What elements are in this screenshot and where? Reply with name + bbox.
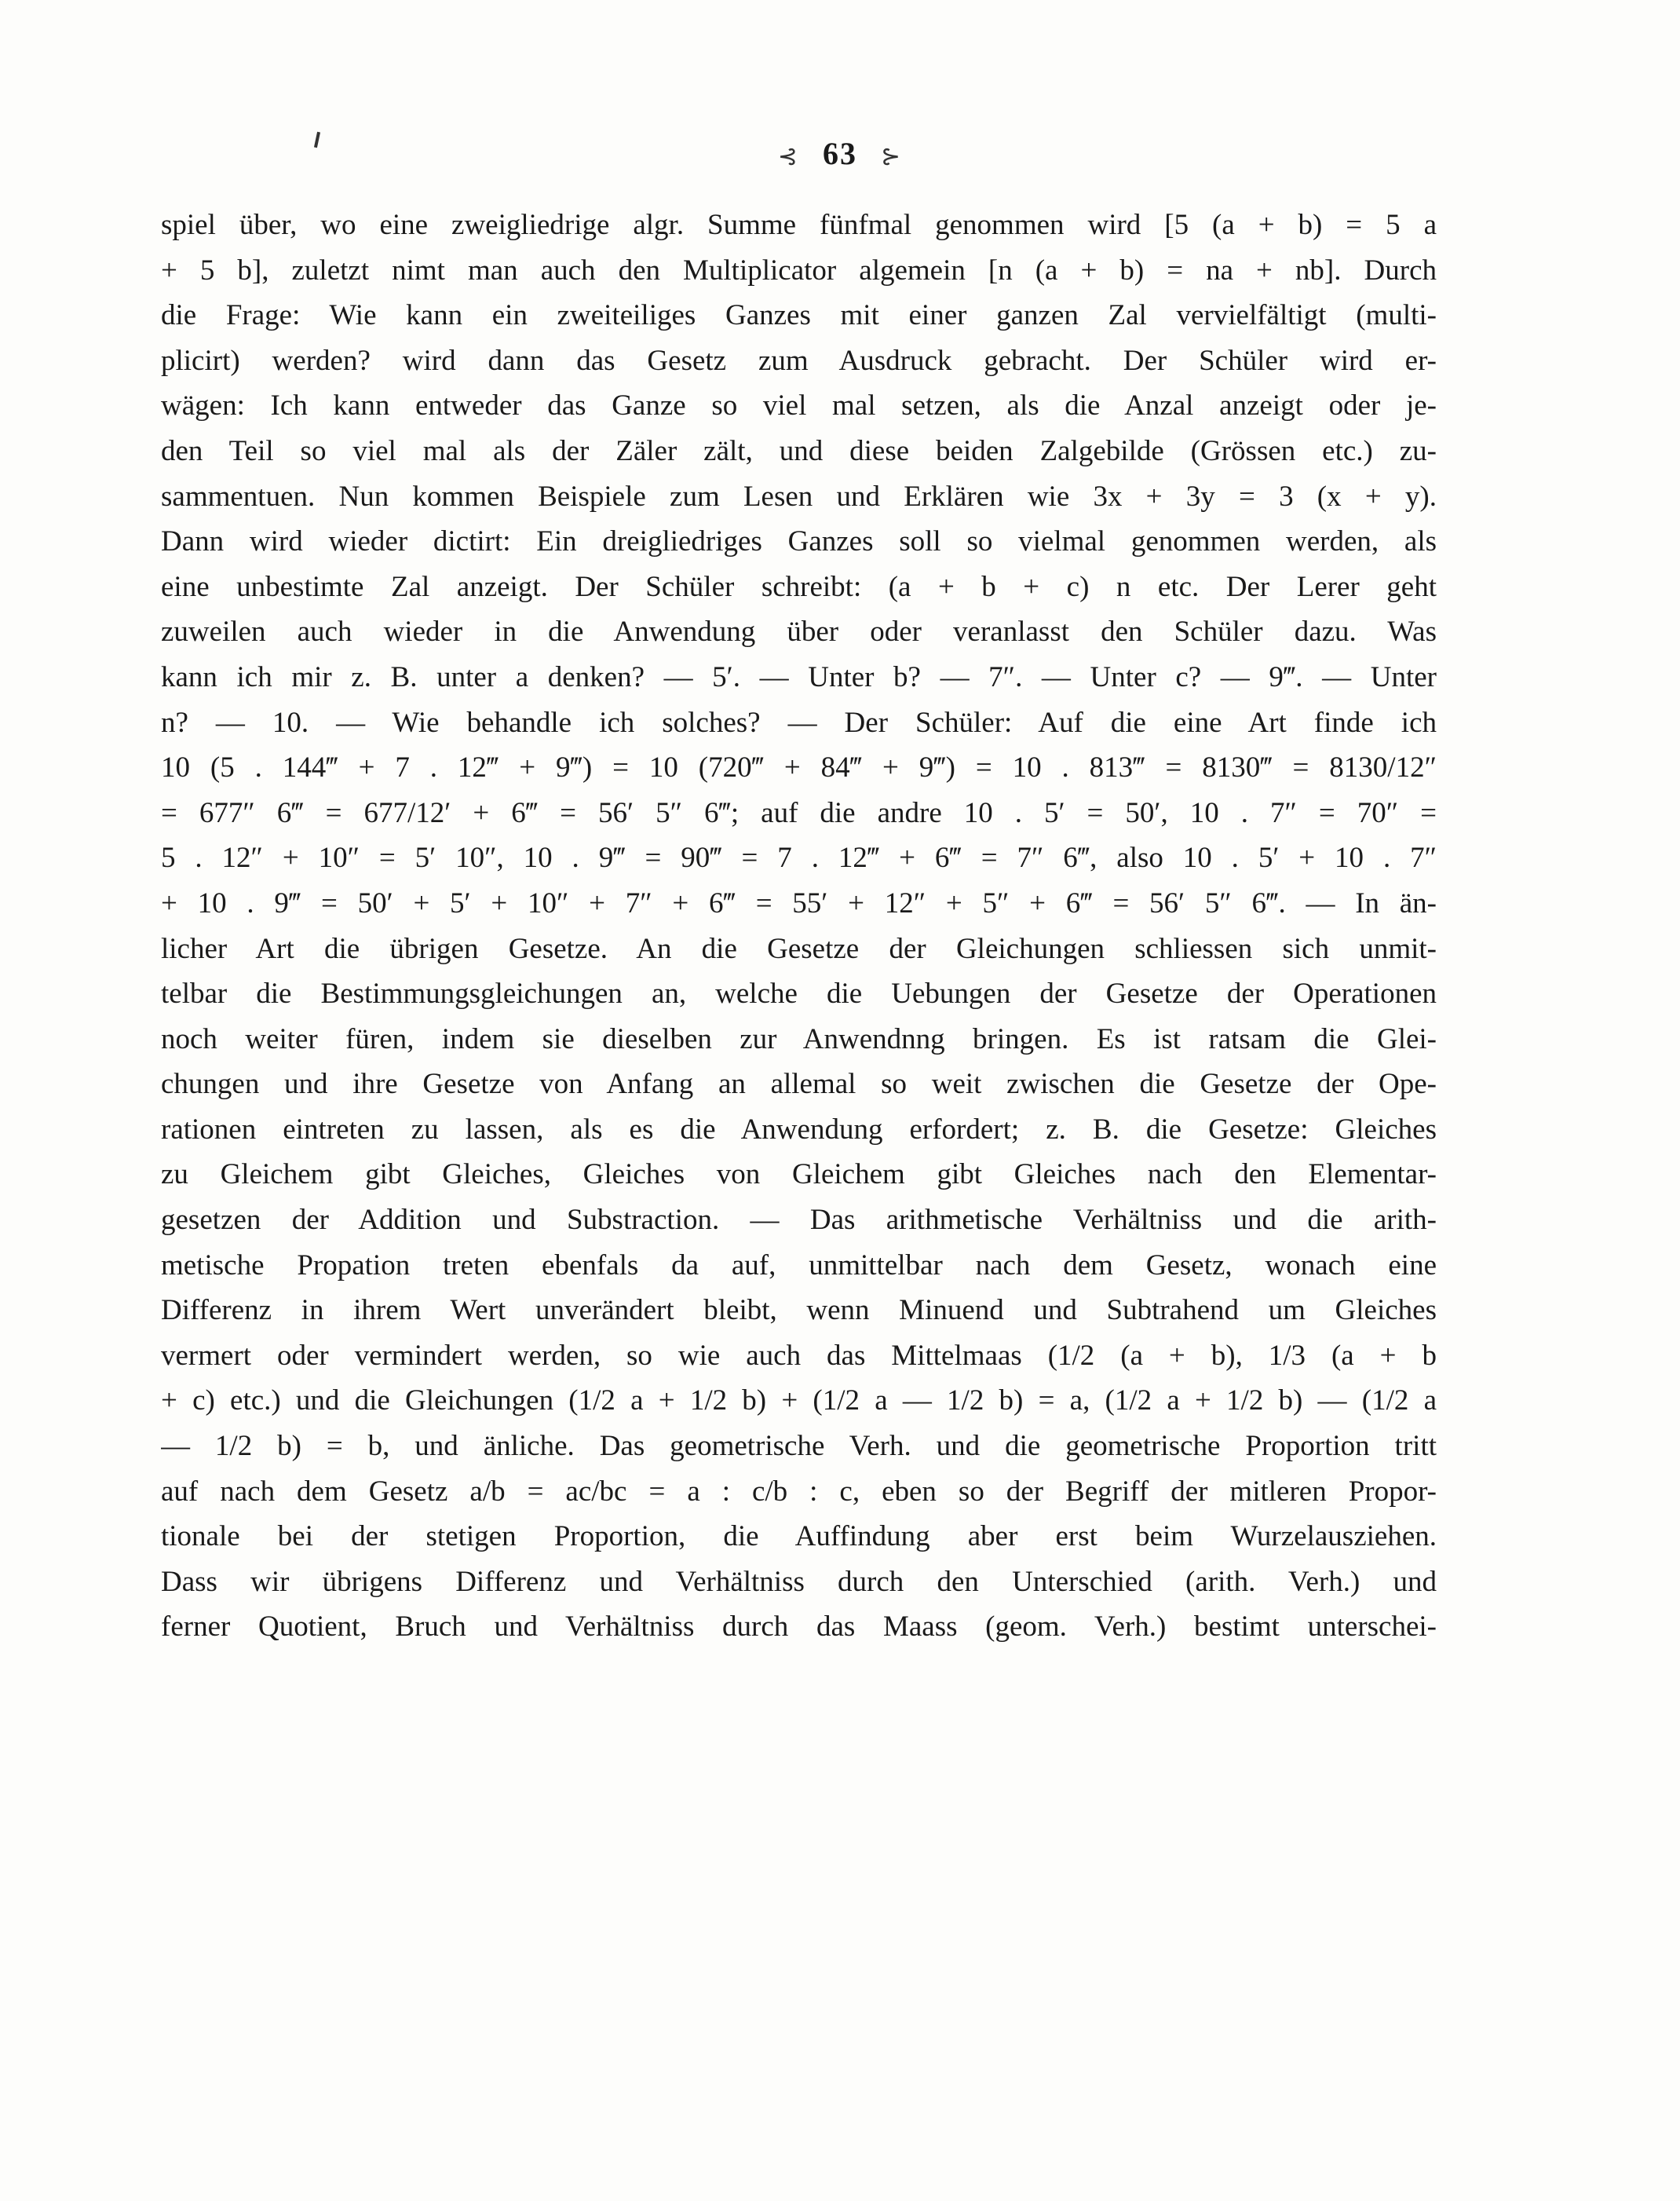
- text-line: Dass wir übrigens Differenz und Verhältniss durch den Unterschied (arith. Verh.) und: [161, 1565, 1437, 1598]
- text-line: + 5 b], zuletzt nimt man auch den Multiplicator algemein [n (a + b) = na + nb]. Durch: [161, 254, 1437, 287]
- text-line: chungen und ihre Gesetze von Anfang an allemal so weit zwischen die Gesetze der Ope-: [161, 1068, 1437, 1101]
- page-header: [0, 135, 1680, 172]
- text-line: wägen: Ich kann entweder das Ganze so viel mal setzen, als die Anzal anzeigt oder je-: [161, 389, 1437, 422]
- page-number: 63: [823, 136, 857, 171]
- text-line: + c) etc.) und die Gleichungen (1/2 a + 1/2 b) + (1/2 a — 1/2 b) = a, (1/2 a + 1/2 b) — (1/2 a: [161, 1384, 1437, 1417]
- text-line: Dann wird wieder dictirt: Ein dreigliedriges Ganzes soll so vielmal genommen werden, als: [161, 525, 1437, 558]
- text-line: spiel über, wo eine zweigliedrige algr. Summe fünfmal genommen wird [5 (a + b) = 5 a: [161, 209, 1437, 241]
- text-line: tionale bei der stetigen Proportion, die Auffindung aber erst beim Wurzelausziehen.: [161, 1520, 1437, 1553]
- ornament-right-icon: ⊱: [881, 144, 903, 170]
- text-line: — 1/2 b) = b, und änliche. Das geometrische Verh. und die geometrische Proportion tritt: [161, 1430, 1437, 1463]
- text-line: plicirt) werden? wird dann das Gesetz zum Ausdruck gebracht. Der Schüler wird er-: [161, 344, 1437, 377]
- text-line: metische Propation treten ebenfals da auf, unmittelbar nach dem Gesetz, wonach eine: [161, 1249, 1437, 1281]
- text-line: zu Gleichem gibt Gleiches, Gleiches von Gleichem gibt Gleiches nach den Elementar-: [161, 1158, 1437, 1191]
- text-line: sammentuen. Nun kommen Beispiele zum Lesen und Erklären wie 3x + 3y = 3 (x + y).: [161, 480, 1437, 513]
- text-line: telbar die Bestimmungsgleichungen an, welche die Uebungen der Gesetze der Operationen: [161, 978, 1437, 1011]
- text-line: 5 . 12″ + 10″ = 5′ 10″, 10 . 9‴ = 90‴ = 7 . 12‴ + 6‴ = 7″ 6‴, also 10 . 5′ + 10 . 7″: [161, 842, 1437, 875]
- text-line: ferner Quotient, Bruch und Verhältniss durch das Maass (geom. Verh.) bestimt unterschei-: [161, 1611, 1437, 1643]
- text-line: + 10 . 9‴ = 50′ + 5′ + 10″ + 7″ + 6‴ = 55′ + 12″ + 5″ + 6‴ = 56′ 5″ 6‴. — In än-: [161, 887, 1437, 920]
- text-line: kann ich mir z. B. unter a denken? — 5′. — Unter b? — 7″. — Unter c? — 9‴. — Unter: [161, 660, 1437, 693]
- text-line: rationen eintreten zu lassen, als es die Anwendung erfordert; z. B. die Gesetze: Gleiches: [161, 1113, 1437, 1146]
- text-line: die Frage: Wie kann ein zweiteiliges Ganzes mit einer ganzen Zal vervielfältigt (multi-: [161, 299, 1437, 332]
- text-line: den Teil so viel mal als der Zäler zält, und diese beiden Zalgebilde (Grössen etc.) zu-: [161, 434, 1437, 467]
- text-line: eine unbestimte Zal anzeigt. Der Schüler schreibt: (a + b + c) n etc. Der Lerer geht: [161, 570, 1437, 603]
- text-line: Differenz in ihrem Wert unverändert bleibt, wenn Minuend und Subtrahend um Gleiches: [161, 1294, 1437, 1327]
- text-line: n? — 10. — Wie behandle ich solches? — Der Schüler: Auf die eine Art finde ich: [161, 706, 1437, 739]
- ornament-left-icon: ⊰: [777, 144, 799, 170]
- text-line: auf nach dem Gesetz a/b = ac/bc = a : c/b : c, eben so der Begriff der mitleren Propor-: [161, 1475, 1437, 1508]
- text-line: vermert oder vermindert werden, so wie auch das Mittelmaas (1/2 (a + b), 1/3 (a + b: [161, 1339, 1437, 1372]
- text-line: = 677″ 6‴ = 677/12′ + 6‴ = 56′ 5″ 6‴; auf die andre 10 . 5′ = 50′, 10 . 7″ = 70″ =: [161, 796, 1437, 829]
- text-line: gesetzen der Addition und Substraction. — Das arithmetische Verhältniss und die arith-: [161, 1204, 1437, 1237]
- text-line: noch weiter füren, indem sie dieselben zur Anwendnng bringen. Es ist ratsam die Glei-: [161, 1022, 1437, 1055]
- text-line: zuweilen auch wieder in die Anwendung über oder veranlasst den Schüler dazu. Was: [161, 616, 1437, 649]
- text-line: 10 (5 . 144‴ + 7 . 12‴ + 9‴) = 10 (720‴ + 84‴ + 9‴) = 10 . 813‴ = 8130‴ = 8130/12″: [161, 751, 1437, 784]
- body-text: [161, 203, 1437, 1650]
- text-line: licher Art die übrigen Gesetze. An die Gesetze der Gleichungen schliessen sich unmit-: [161, 932, 1437, 965]
